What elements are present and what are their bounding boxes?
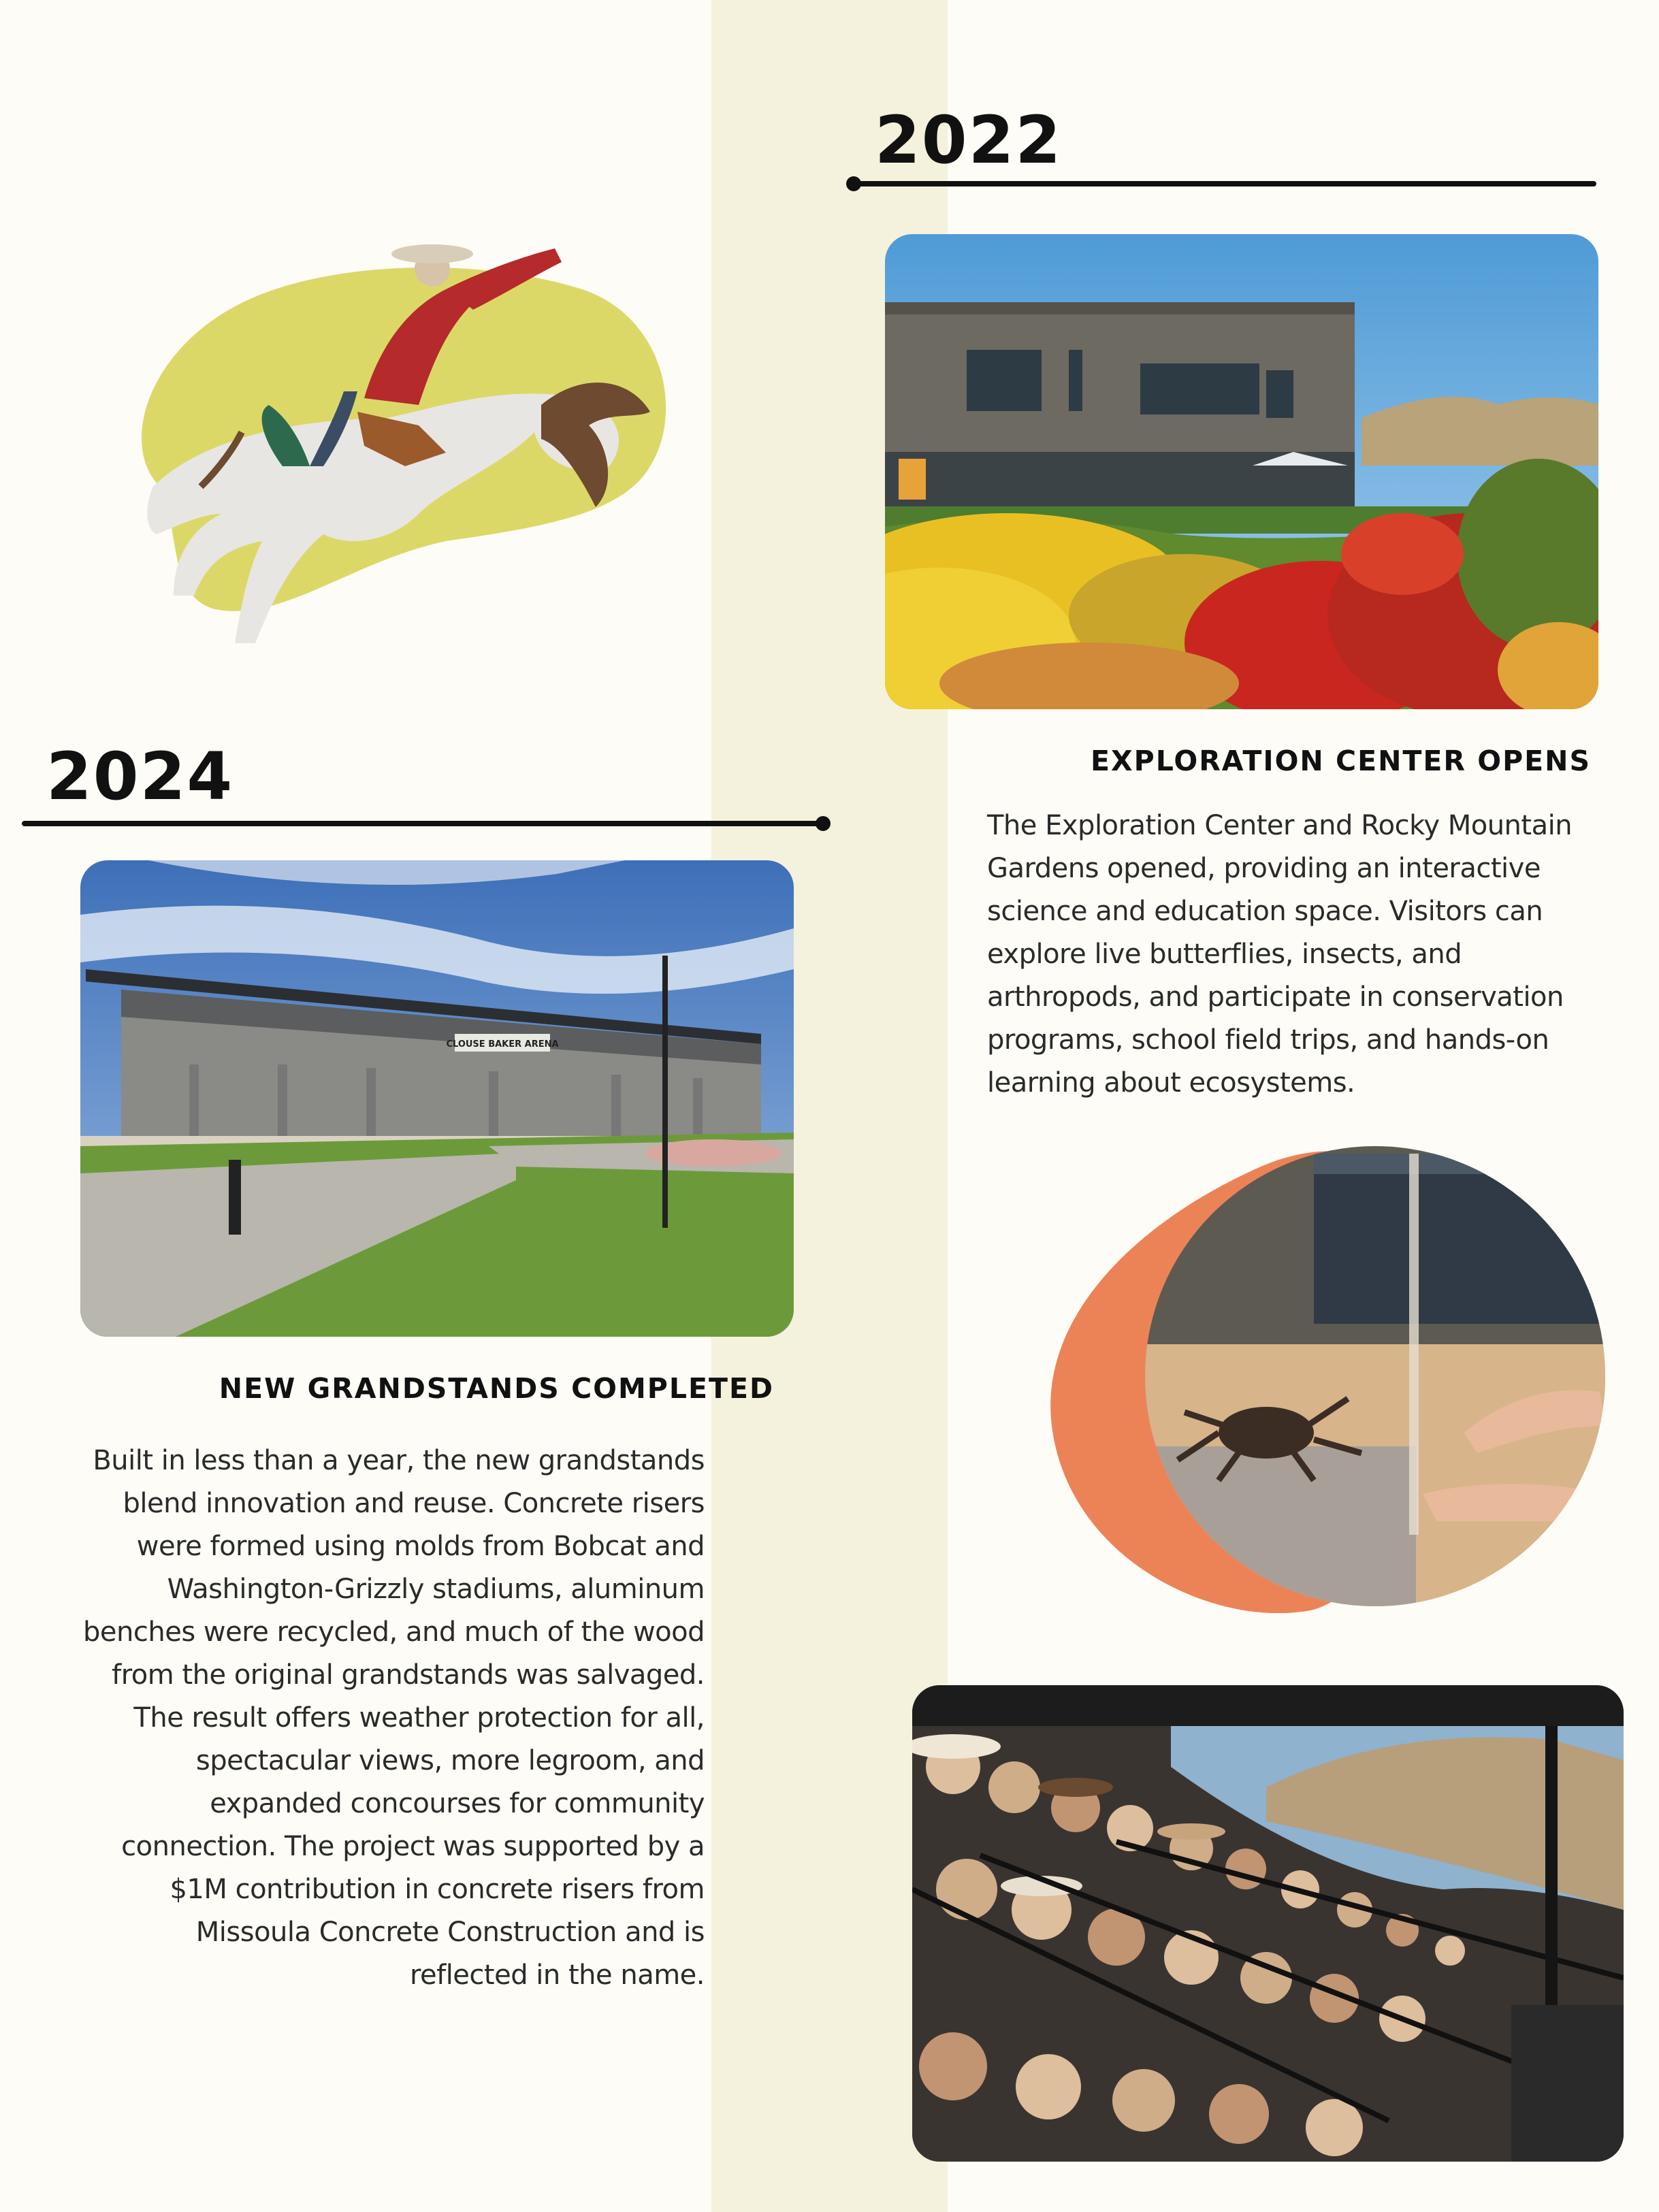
year-2024-heading: 2024 <box>46 738 234 815</box>
arena-sign: CLOUSE BAKER ARENA <box>446 1039 559 1050</box>
tarantula-exhibit-photo <box>1042 1140 1607 1613</box>
timeline-dot-2022 <box>846 176 861 191</box>
grandstands-heading: NEW GRANDSTANDS COMPLETED <box>219 1372 774 1405</box>
timeline-line-2024 <box>22 821 828 826</box>
timeline-dot-2024 <box>816 816 831 831</box>
exploration-center-photo <box>885 234 1598 709</box>
grandstands-description: Built in less than a year, the new grandstands blend innovation and reuse. Concrete risers were formed using molds from Bobcat and Washington-Grizzly stadiums, aluminum benches were recycled, and much of the wood from the original grandstands was salvaged. The result offers weather protection for all, spectacular views, more legroom, and expanded concourses for community connection. The project was supported by a $1M contribution in concrete risers from Missoula Concrete Construction and is reflected in the name. <box>83 1445 705 1991</box>
exploration-heading: EXPLORATION CENTER OPENS <box>1091 745 1591 777</box>
bronc-rider-illustration <box>65 242 677 677</box>
grandstands-photo <box>80 860 794 1337</box>
timeline-line-2022 <box>851 181 1596 186</box>
exploration-description: The Exploration Center and Rocky Mountain Gardens opened, providing an interactive science and education space. Visitors can explore live butterflies, insects, and arthropods, and participate in conservation programs, school field trips, and hands-on learning about ecosystems. <box>987 810 1573 1099</box>
grandstands-crowd-photo <box>912 1685 1624 2162</box>
year-2022-heading: 2022 <box>875 102 1063 178</box>
